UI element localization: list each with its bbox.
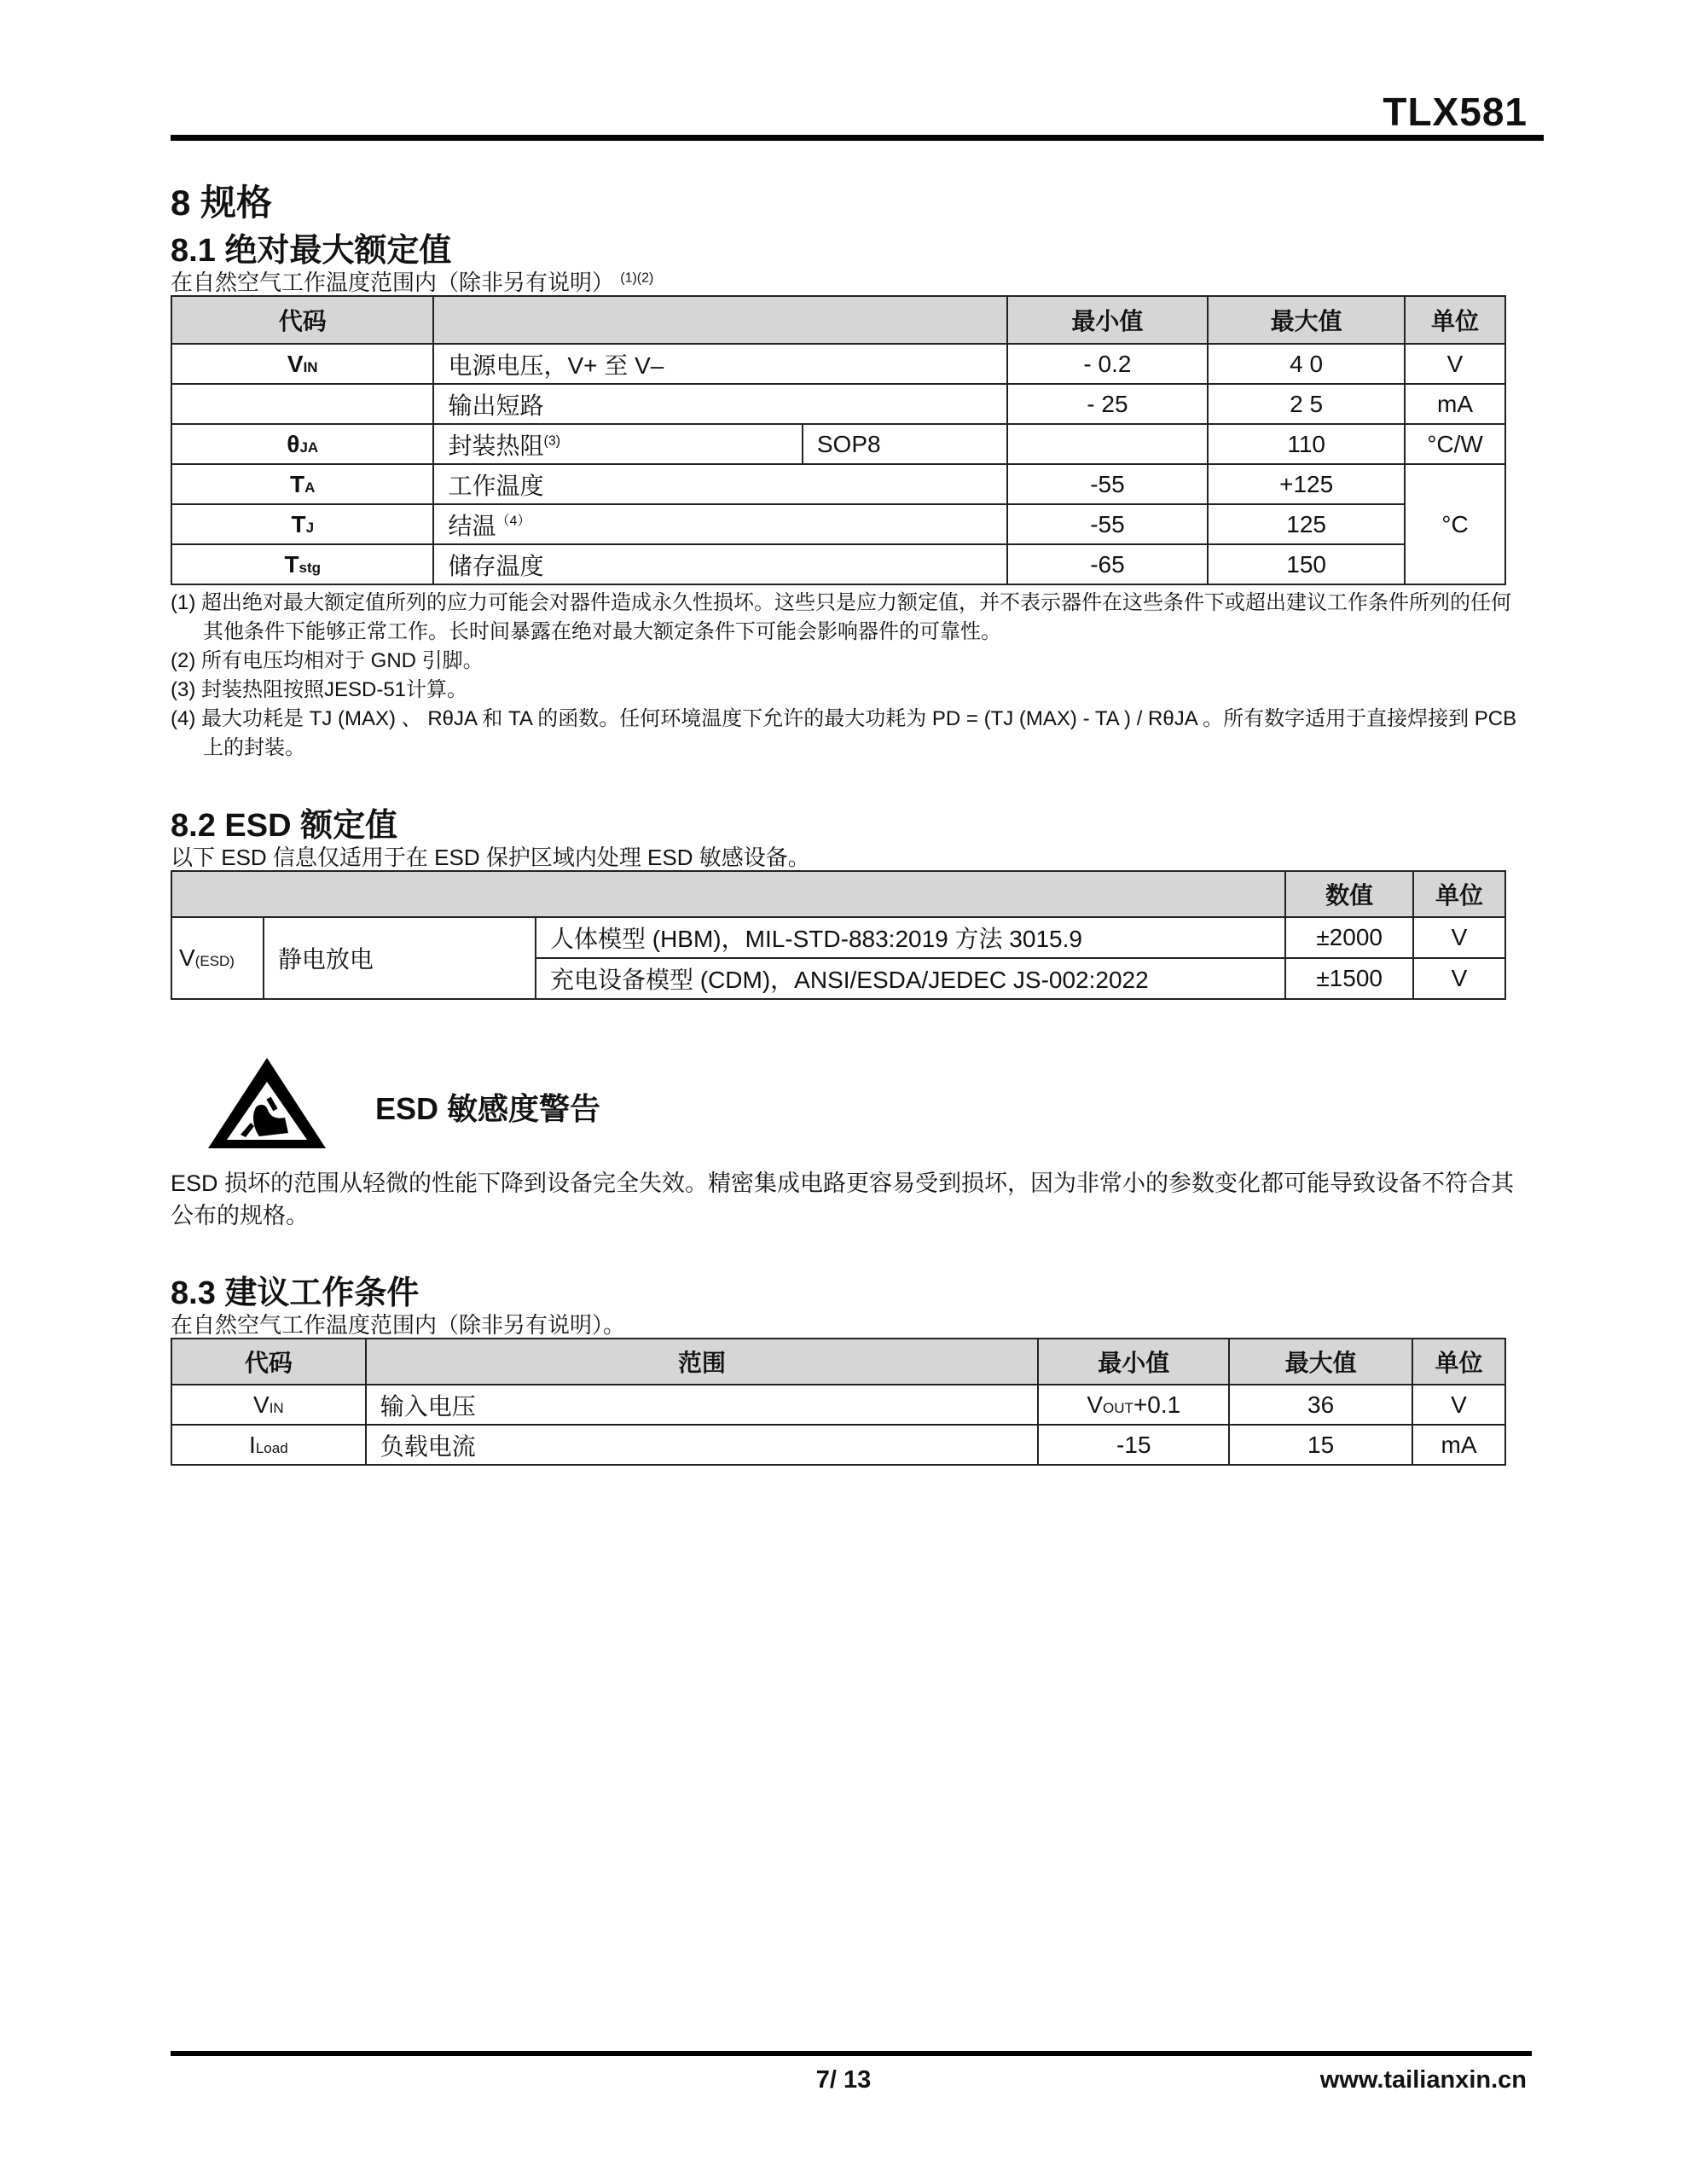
- section-8-1-note: [171, 265, 653, 297]
- symbol-subscript: JA: [299, 439, 319, 456]
- header-value: 数值: [1285, 871, 1413, 917]
- absolute-max-ratings-table: [171, 295, 1506, 585]
- section-8-1-note-text: 在自然空气工作温度范围内（除非另有说明）: [171, 270, 615, 295]
- section-8-1-note-sup: (1)(2): [620, 270, 654, 286]
- max-cell: 36: [1229, 1385, 1412, 1425]
- unit-cell: mA: [1412, 1425, 1505, 1465]
- document-title: TLX581: [1383, 90, 1528, 134]
- header-max: 最大值: [1229, 1339, 1412, 1385]
- table-header-row: [171, 871, 1505, 917]
- section-8-3-title: 8.3 建议工作条件: [171, 1275, 420, 1311]
- description-cell: [433, 504, 1006, 544]
- condition-cell: SOP8: [803, 424, 1007, 464]
- unit-cell: V: [1412, 1385, 1505, 1425]
- symbol-cell: [171, 384, 433, 424]
- table-header-row: [171, 1339, 1505, 1385]
- description-cell: 输出短路: [433, 384, 1006, 424]
- description-cell: 负载电流: [366, 1425, 1039, 1465]
- max-cell: 15: [1229, 1425, 1412, 1465]
- symbol-subscript: A: [304, 479, 316, 496]
- value-cell: ±2000: [1285, 917, 1413, 958]
- max-cell: 110: [1208, 424, 1405, 464]
- symbol-cell: [171, 1385, 366, 1425]
- table-row: [171, 917, 1505, 958]
- header-blank: [171, 871, 1285, 917]
- symbol-subscript: IN: [303, 358, 318, 375]
- symbol-text: V: [253, 1391, 270, 1418]
- section-8-1-title: 8.1 绝对最大额定值: [171, 233, 452, 269]
- min-cell: [1038, 1425, 1229, 1465]
- unit-cell: mA: [1405, 384, 1505, 424]
- header-code: 代码: [171, 296, 433, 344]
- header-blank: [433, 296, 1006, 344]
- symbol-subscript: (ESD): [194, 953, 235, 969]
- symbol-text: I: [249, 1431, 256, 1458]
- footer-url[interactable]: www.tailianxin.cn: [1319, 2066, 1527, 2094]
- header-min: 最小值: [1038, 1339, 1229, 1385]
- table-header-row: [171, 296, 1505, 344]
- description-text: 封装热阻: [448, 432, 544, 459]
- table-row: [171, 1385, 1505, 1425]
- description-cell: 工作温度: [433, 464, 1006, 504]
- table-row: [171, 344, 1505, 384]
- unit-cell: °C/W: [1405, 424, 1505, 464]
- table-row: [171, 384, 1505, 424]
- footnote-3: (3) 封装热阻按照JESD-51计算。: [171, 678, 468, 701]
- min-symbol: V: [1087, 1391, 1104, 1418]
- section-8-title: 8 规格: [171, 183, 273, 223]
- max-cell: 4 0: [1208, 344, 1405, 384]
- page-number: 7/ 13: [815, 2066, 872, 2094]
- description-cell: 储存温度: [433, 544, 1006, 584]
- recommended-conditions-table: [171, 1338, 1506, 1466]
- unit-cell: °C: [1405, 464, 1505, 584]
- description-sup: （4）: [496, 514, 531, 529]
- header-rule: [171, 135, 1544, 141]
- esd-ratings-table: [171, 870, 1506, 1000]
- max-cell: 125: [1208, 504, 1405, 544]
- symbol-text: T: [291, 510, 306, 537]
- esd-warning-text: ESD 损坏的范围从轻微的性能下降到设备完全失效。精密集成电路更容易受到损坏，因为非常小的参数变化都可能导致设备不符合其公布的规格。: [171, 1170, 1515, 1228]
- symbol-subscript: J: [305, 519, 315, 536]
- header-unit: 单位: [1412, 1339, 1505, 1385]
- description-cell: [433, 424, 802, 464]
- table-row: [171, 424, 1505, 464]
- symbol-subscript: stg: [299, 559, 322, 576]
- section-8-3-note: 在自然空气工作温度范围内（除非另有说明）。: [171, 1312, 626, 1338]
- symbol-text: T: [284, 550, 299, 578]
- esd-warning-icon: [206, 1056, 328, 1150]
- min-cell: - 0.2: [1007, 344, 1209, 384]
- min-cell: -55: [1007, 464, 1209, 504]
- footnote-4: (4) 最大功耗是 TJ (MAX) 、 RθJA 和 TA 的函数。任何环境温度下允许的最大功耗为 PD = (TJ (MAX) - TA ) / RθJA 。所有数字适用于直接焊接到 PCB 上的封装。: [171, 707, 1517, 759]
- unit-cell: V: [1405, 344, 1505, 384]
- section-8-2-title: 8.2 ESD 额定值: [171, 808, 398, 844]
- min-rest: +0.1: [1133, 1391, 1181, 1418]
- min-symbol: -15: [1116, 1431, 1151, 1458]
- symbol-text: T: [290, 470, 305, 497]
- symbol-cell: [171, 544, 433, 584]
- section-8-2-note: 以下 ESD 信息仅适用于在 ESD 保护区域内处理 ESD 敏感设备。: [171, 845, 810, 870]
- footnote-1: (1) 超出绝对最大额定值所列的应力可能会对器件造成永久性损坏。这些只是应力额定值，并不表示器件在这些条件下或超出建议工作条件所列的任何其他条件下能够正常工作。长时间暴露在绝对最大额定条件下可能会影响器件的可靠性。: [171, 591, 1511, 643]
- symbol-subscript: IN: [269, 1399, 284, 1416]
- min-cell: -65: [1007, 544, 1209, 584]
- min-cell: -55: [1007, 504, 1209, 544]
- description-cell: 电源电压，V+ 至 V–: [433, 344, 1006, 384]
- symbol-cell: [171, 424, 433, 464]
- header-min: 最小值: [1007, 296, 1209, 344]
- max-cell: +125: [1208, 464, 1405, 504]
- description-cell: 输入电压: [366, 1385, 1039, 1425]
- model-cell: 充电设备模型 (CDM)，ANSI/ESDA/JEDEC JS-002:2022: [536, 958, 1285, 999]
- min-cell: [1038, 1385, 1229, 1425]
- footnotes: [171, 589, 1518, 763]
- table-row: [171, 544, 1505, 584]
- max-cell: 150: [1208, 544, 1405, 584]
- value-cell: ±1500: [1285, 958, 1413, 999]
- table-row: [171, 1425, 1505, 1465]
- header-code: 代码: [171, 1339, 366, 1385]
- esd-label-cell: 静电放电: [264, 917, 536, 999]
- esd-symbol-cell: [171, 917, 264, 999]
- description-text: 结温: [448, 512, 496, 539]
- esd-warning-title: ESD 敏感度警告: [375, 1091, 601, 1126]
- model-cell: 人体模型 (HBM)，MIL-STD-883:2019 方法 3015.9: [536, 917, 1285, 958]
- description-sup: (3): [543, 433, 561, 449]
- header-range: 范围: [366, 1339, 1039, 1385]
- table-row: [171, 464, 1505, 504]
- symbol-cell: [171, 504, 433, 544]
- symbol-text: θ: [287, 430, 300, 457]
- min-subscript: OUT: [1103, 1399, 1133, 1416]
- symbol-cell: [171, 344, 433, 384]
- unit-cell: V: [1413, 958, 1505, 999]
- min-cell: - 25: [1007, 384, 1209, 424]
- footer-rule: [171, 2051, 1532, 2056]
- symbol-cell: [171, 1425, 366, 1465]
- symbol-cell: [171, 464, 433, 504]
- min-cell: [1007, 424, 1209, 464]
- symbol-subscript: Load: [255, 1439, 288, 1456]
- footnote-2: (2) 所有电压均相对于 GND 引脚。: [171, 649, 484, 672]
- table-row: [171, 504, 1505, 544]
- symbol-text: V: [179, 944, 195, 971]
- max-cell: 2 5: [1208, 384, 1405, 424]
- header-max: 最大值: [1208, 296, 1405, 344]
- header-unit: 单位: [1413, 871, 1505, 917]
- symbol-text: V: [287, 350, 304, 377]
- unit-cell: V: [1413, 917, 1505, 958]
- header-unit: 单位: [1405, 296, 1505, 344]
